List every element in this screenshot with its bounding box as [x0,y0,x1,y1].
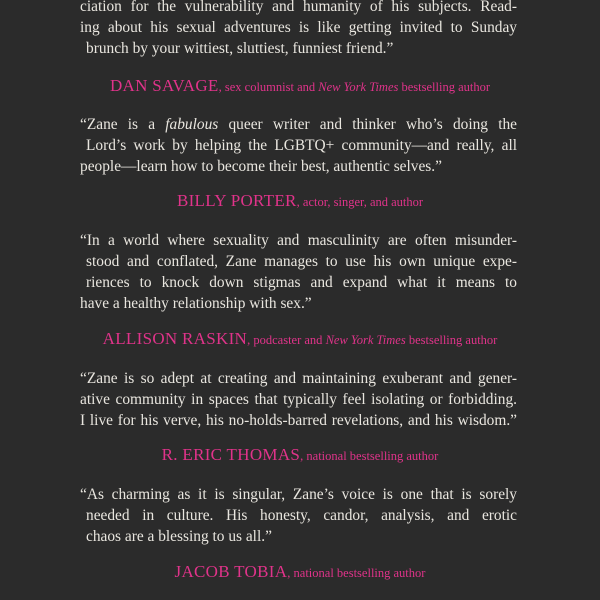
quote-line: brunch by your wittiest, sluttiest, funniest friend.” [86,40,394,57]
quote-line: “In a world where sexuality and masculinity are often misunder- [80,232,517,249]
endorsement-quote [80,230,517,314]
endorser-role-italic: New York Times [318,80,399,94]
endorser-role: bestselling author [405,333,498,347]
quote-line: ciation for the vulnerability and humanity of his subjects. Read- [80,0,517,15]
endorser-name: JACOB TOBIA [174,562,288,581]
endorsement-quote [80,484,517,547]
quote-line: ing about his sexual adventures is like getting invited to Sunday [80,19,517,36]
quote-line: stood and conflated, Zane manages to use his own unique expe- [86,253,517,270]
quote-line: needed in culture. His honesty, candor, analysis, and erotic [86,507,517,524]
endorsement-attribution [0,78,600,95]
endorser-role-italic: New York Times [325,333,406,347]
endorser-role: , actor, singer, and author [296,195,424,209]
endorser-role: , national bestselling author [287,566,426,580]
quote-text: queer writer and thinker who’s doing the [218,116,517,133]
quote-line: I live for his verve, his no-holds-barred revelations, and his wisdom.” [80,412,517,429]
quote-line: chaos are a blessing to us all.” [86,528,272,545]
endorser-role: , podcaster and [247,333,326,347]
quote-text: “Zane is a [80,116,166,133]
endorser-name: BILLY PORTER [176,191,297,210]
quote-line: Lord’s work by helping the LGBTQ+ community—and really, all [86,137,517,154]
quote-line: riences to knock down stigmas and expand what it means to [86,274,517,291]
endorsement-quote [80,114,517,177]
endorsement-quote [80,368,517,431]
endorsement-attribution [0,447,600,464]
quote-line: people—learn how to become their best, authentic selves.” [80,158,442,175]
endorser-name: DAN SAVAGE [109,76,219,95]
endorser-name: ALLISON RASKIN [102,329,248,348]
quote-line: ative community in spaces that typically feel isolating or forbidding. [80,391,517,408]
endorser-name: R. ERIC THOMAS [161,445,301,464]
endorsement-quote [80,0,517,59]
quote-emphasis: fabulous [165,116,219,133]
endorsement-attribution [0,331,600,348]
endorser-role: , national bestselling author [300,449,439,463]
quote-line: have a healthy relationship with sex.” [80,295,312,312]
quote-line: “As charming as it is singular, Zane’s voice is one that is sorely [80,486,517,503]
endorser-role: , sex columnist and [218,80,319,94]
quote-line [80,114,517,135]
quote-line: “Zane is so adept at creating and maintaining exuberant and gener- [80,370,517,387]
endorser-role: bestselling author [398,80,491,94]
endorsement-attribution [0,193,600,210]
endorsement-attribution [0,564,600,581]
